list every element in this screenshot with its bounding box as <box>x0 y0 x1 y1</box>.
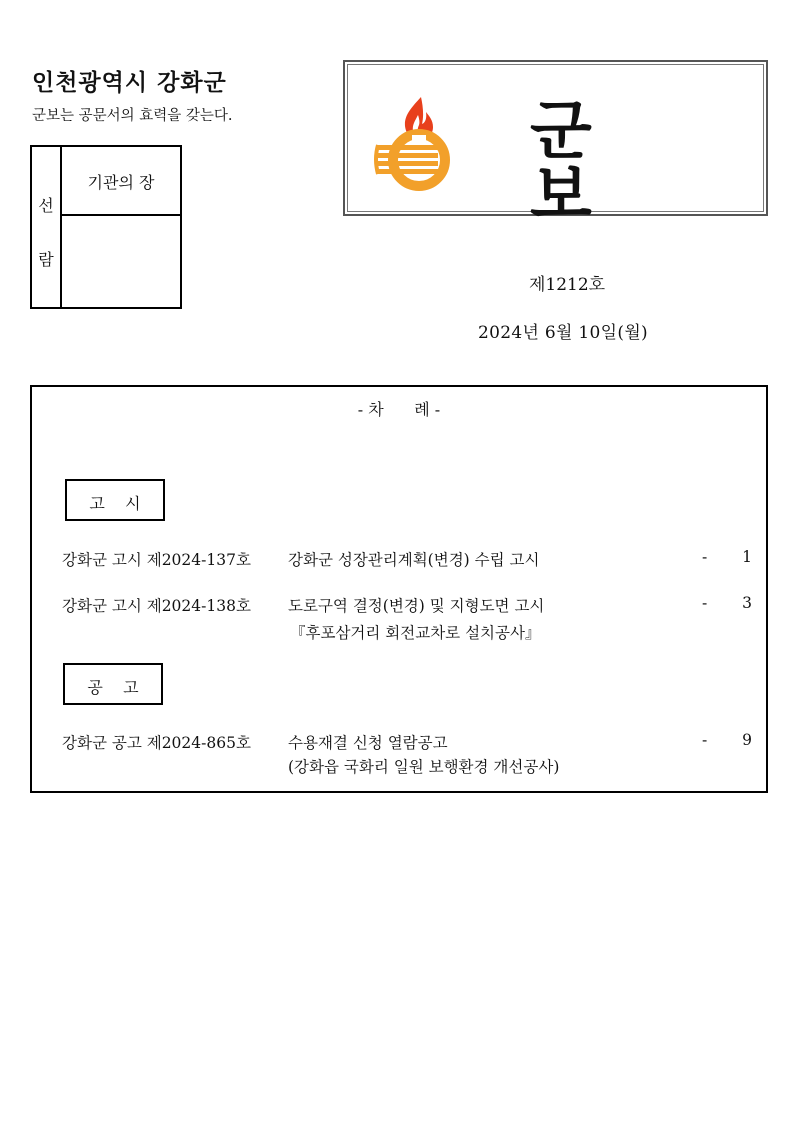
review-box <box>30 145 182 309</box>
entry-subject: 수용재결 신청 열람공고 <box>288 734 448 752</box>
entry-dash: - <box>702 594 708 612</box>
entry-page-number: 9 <box>742 731 752 749</box>
org-title: 인천광역시 강화군 <box>32 70 227 96</box>
entry-page <box>702 594 752 612</box>
entry-page <box>702 548 752 566</box>
org-subtitle: 군보는 공문서의 효력을 갖는다. <box>32 108 233 124</box>
table-of-contents <box>30 385 768 793</box>
masthead <box>343 60 768 233</box>
review-side-column <box>32 147 62 307</box>
toc-title: - 차 례 - <box>357 400 441 419</box>
entry-dash: - <box>702 548 708 566</box>
entry-page <box>702 731 752 749</box>
entry-note: 『후포삼거리 회전교차로 설치공사』 <box>290 624 541 642</box>
entry-source: 강화군 고시 제2024-137호 <box>62 551 251 569</box>
entry-subject: 도로구역 결정(변경) 및 지형도면 고시 <box>288 597 545 615</box>
entry-source: 강화군 공고 제2024-865호 <box>62 734 251 752</box>
masthead-frame <box>347 64 764 233</box>
issue-date: 2024년 6월 10일(월) <box>478 323 648 343</box>
review-side-label-1: 선 <box>38 196 54 215</box>
entry-note: (강화읍 국화리 일원 보행환경 개선공사) <box>288 758 560 776</box>
masthead-title: 군보 <box>530 95 674 233</box>
entry-page-number: 3 <box>742 594 752 612</box>
review-head-label: 기관의 장 <box>62 147 180 216</box>
gangwha-county-emblem-icon <box>374 95 464 191</box>
entry-subject: 강화군 성장관리계획(변경) 수립 고시 <box>288 551 540 569</box>
entry-dash: - <box>702 731 708 749</box>
issue-number: 제1212호 <box>529 275 606 295</box>
entry-page-number: 1 <box>742 548 752 566</box>
review-side-label-2: 람 <box>38 250 54 269</box>
section-label-notice: 고 시 <box>65 479 165 521</box>
section-label-announcement: 공 고 <box>63 663 163 705</box>
entry-source: 강화군 고시 제2024-138호 <box>62 597 251 615</box>
